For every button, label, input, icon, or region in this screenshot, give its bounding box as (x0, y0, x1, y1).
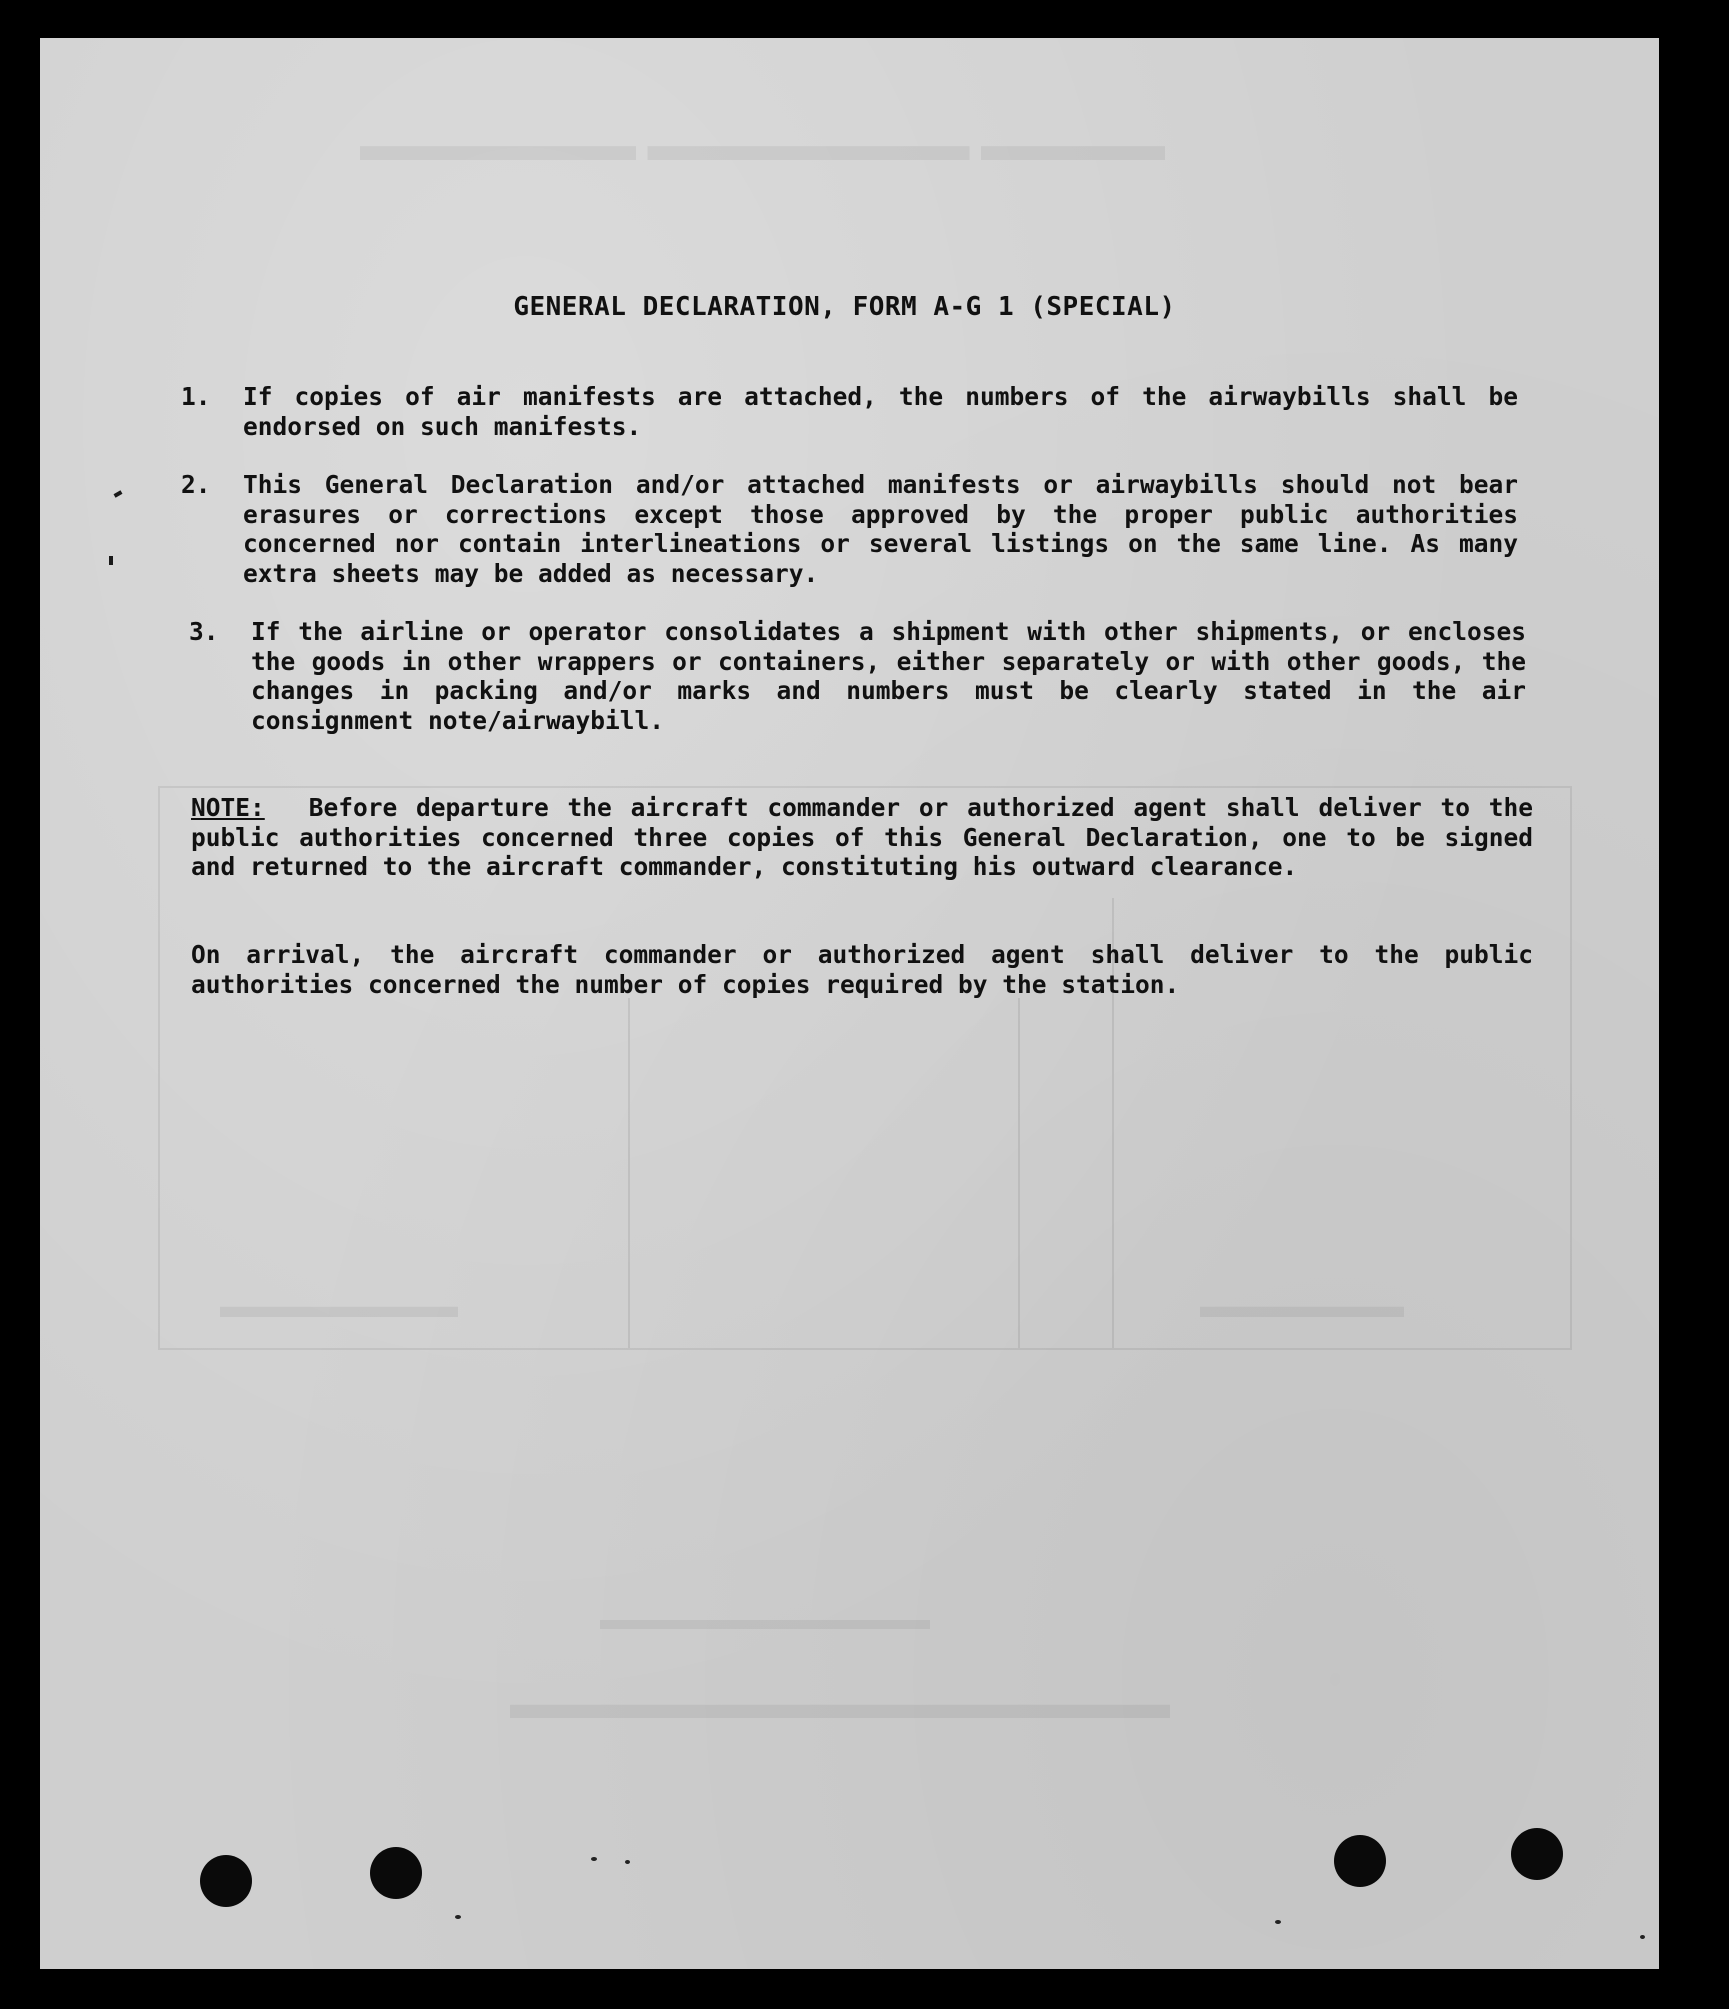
show-through-text: ▬▬▬▬▬▬ (1200, 1288, 1404, 1325)
instruction-item-1 (181, 382, 1518, 441)
punch-hole (370, 1847, 422, 1899)
arrival-paragraph: On arrival, the aircraft commander or authorized agent shall deliver to the public authorities concerned the number of copies required by the station. (191, 940, 1533, 999)
instruction-number: 3. (189, 617, 219, 646)
instruction-item-2 (181, 470, 1518, 588)
instruction-number: 1. (181, 382, 211, 411)
instruction-number: 2. (181, 470, 211, 499)
show-through-rule (1018, 998, 1020, 1348)
document-page (40, 38, 1659, 1969)
note-text: Before departure the aircraft commander or authorized agent shall deliver to the public authorities concerned three copies of this General Declaration, one to be signed and returned to the aircraft commander, constituting his outward clearance. (191, 793, 1533, 881)
show-through-rule (628, 998, 630, 1348)
show-through-footer: ▬▬▬▬▬▬▬▬▬▬▬▬▬▬▬ (510, 1679, 1170, 1728)
ink-speck (625, 1860, 630, 1864)
instruction-text: This General Declaration and/or attached manifests or airwaybills should not bear erasures or corrections except those approved by the proper public authorities concerned nor contain interlineations or several listings on the same line. As many extra sheets may be added as necessary. (243, 470, 1518, 588)
show-through-text: ▬▬▬▬▬▬▬ (220, 1288, 458, 1325)
ink-speck (591, 1857, 597, 1861)
instruction-item-3 (189, 617, 1526, 735)
document-title: GENERAL DECLARATION, FORM A-G 1 (SPECIAL) (513, 292, 1176, 322)
punch-hole (200, 1855, 252, 1907)
instruction-text: If the airline or operator consolidates a shipment with other shipments, or encloses the goods in other wrappers or containers, either separately or with other goods, the changes in packing and/or marks and numbers must be clearly stated in the air consignment note/airwaybill. (251, 617, 1526, 735)
instruction-text: If copies of air manifests are attached, the numbers of the airwaybills shall be endorsed on such manifests. (243, 382, 1518, 441)
punch-hole (1334, 1835, 1386, 1887)
ink-speck (1275, 1920, 1281, 1924)
note-label: NOTE: (191, 793, 265, 822)
show-through-heading: ▬▬▬▬ ▬▬▬▬▬▬▬ ▬▬▬▬▬▬ (360, 119, 1165, 170)
punch-hole (1511, 1828, 1563, 1880)
ink-speck (1640, 1935, 1645, 1939)
margin-mark (109, 556, 113, 565)
note-paragraph (191, 793, 1533, 882)
ink-speck (455, 1915, 461, 1919)
show-through-footer: ▬▬▬▬▬▬▬▬▬▬▬ (600, 1603, 930, 1636)
